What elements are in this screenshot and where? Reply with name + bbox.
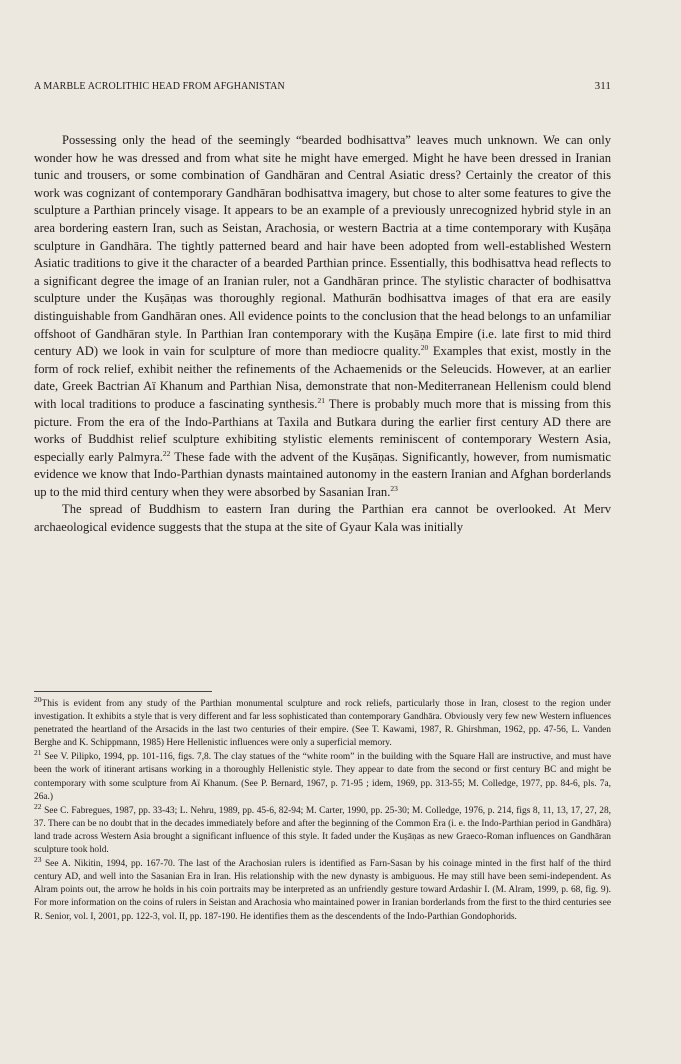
footnote-rule [34,691,212,692]
footnote-ref-22[interactable]: 22 [162,448,171,458]
page-number: 311 [594,80,611,92]
footnote-21 [34,748,611,803]
footnote-number: 22 [34,801,42,811]
footnote-number: 23 [34,855,42,864]
p1-text-a: Possessing only the head of the seemingly “bearded bodhisattva” leaves much unknown. We can only wonder how he was dressed and from what site he might have emerged. Might he have been dressed in Iranian tunic and trousers, or some combination of Gandhāran and Central Asiatic dress? Certainly the creator of this work was cognizant of contemporary Gandhāran bodhisattva imagery, but chose to alter some features to give the sculpture a Parthian princely visage. It appears to be an example of a previously unrecognized hybrid style in an area bordering eastern Iran, such as Seistan, Arachosia, or western Bactria at a time contemporary with Kuṣāṇa sculpture in Gandhāra. The tightly patterned beard and hair have been adopted from well-established Western Asiatic traditions to give it the character of a bearded Parthian prince. Essentially, this bodhisattva head reflects to a significant degree the image of an Iranian ruler, not a Gandhāran prince. The stylistic character of bodhisattva sculpture under the Kuṣāṇas was thoroughly regional. Mathurān bodhisattva images of that era are easily distinguishable from Gandhāran ones. All evidence points to the conclusion that the head belongs to an unfamiliar offshoot of Gandhāran style. In Parthian Iran contemporary with the Kuṣāṇa Empire (i.e. late first to mid third century AD) we look in vain for sculpture of more than mediocre quality. [34,133,611,359]
running-title: A MARBLE ACROLITHIC HEAD FROM AFGHANISTAN [34,81,285,92]
footnotes [34,694,612,925]
footnote-23 [34,855,611,923]
p1-text-c: There is probably much more that is missing from this picture. From the era of the Indo-Parthians at Taxila and Butkara during the earlier first century AD there are works of Buddhist relief sculpture exhibiting stylistic elements reminiscent of contemporary Western Asia, especially early Palmyra. [34,396,611,464]
footnote-text: See C. Fabregues, 1987, pp. 33-43; L. Nehru, 1989, pp. 45-6, 82-94; M. Carter, 1990, pp. 25-30; M. Colledge, 1976, p. 214, figs 8, 11, 13, 17, 27, 28, 37. There can be no doubt that in the decades immediately before and after the beginning of the Common Era (i. e. the Indo-Parthian period in Gandhāra) land trade across Western Asia brought a significant influence of this style. It faded under the Kuṣāṇas as new Graeco-Roman influences on Gandhāran sculpture took hold. [34,805,612,856]
p1-text-d: These fade with the advent of the Kuṣāṇas. Significantly, however, from numismatic evidence we know that Indo-Parthian dynasts maintained autonomy in the eastern Iranian and Afghan borderlands up to the mid third century when they were absorbed by Sasanian Iran. [34,449,612,499]
p2-text: The spread of Buddhism to eastern Iran during the Parthian era cannot be overlooked. At Merv archaeological evidence suggests that the stupa at the site of Gyaur Kala was initially [34,502,611,535]
footnote-20 [34,694,611,750]
footnote-ref-20[interactable]: 20 [420,342,429,352]
footnote-ref-21[interactable]: 21 [317,395,325,405]
footnote-text: See V. Pilipko, 1994, pp. 101-116, figs. 7,8. The clay statues of the “white room” in the building with the Square Hall are instructive, and must have been the work of itinerant artisans working in a thoroughly Hellenistic style. They appear to date from the second or first century BC and might be contemporary with some sculpture from Aï Khanum. (See P. Bernard, 1967, p. 71-95 ; idem, 1969, pp. 313-55; M. Colledge, 1977, pp. 84-6, pls. 7a, 26a.) [34,752,611,802]
footnote-number: 21 [34,748,42,758]
footnote-number: 20 [34,694,42,704]
footnote-text: See A. Nikitin, 1994, pp. 167-70. The last of the Arachosian rulers is identified as Farn-Sasan by his coinage minted in the first half of the third century AD, and well into the Sasanian Era in Iran. His relationship with the new dynasty is ambiguous. He may still have been semi-independent. As Alram points out, the arrow he holds in his coin portraits may be interpreted as an unfriendly gesture toward Ardashir I. (M. Alram, 1999, p. 68, fig. 9). For more information on the coins of rulers in Seistan and Arachosia who maintained power in Iranian borderlands from the first to the third centuries see R. Senior, vol. I, 2001, pp. 122-3, vol. II, pp. 187-190. He identifies them as the descendents of the Indo-Parthian Gondophorids. [34,859,611,922]
running-header [34,80,611,92]
paragraph-2 [34,501,611,536]
body-text [34,132,611,537]
footnote-22 [34,801,612,857]
footnote-text: This is evident from any study of the Parthian monumental sculpture and rock reliefs, particularly those in Iran, closest to the region under investigation. It exhibits a style that is very different and far less sophisticated than contemporary Gandhāra. Obviously very few new Western influences penetrated the heartland of the Arsacids in the last two centuries of their empire. (See T. Kawami, 1987, R. Ghirshman, 1962, pp. 47-56, L. Vanden Berghe and K. Schippmann, 1985) Here Hellenistic influences were only a superficial memory. [34,699,611,749]
paragraph-1 [34,132,611,501]
footnote-ref-23[interactable]: 23 [390,483,398,493]
p1-text-b: Examples that exist, mostly in the form of rock relief, exhibit neither the refinements of the Achaemenids or the Seleucids. However, at an earlier date, Greek Bactrian Aï Khanum and Parthian Nisa, demonstrate that non-Mediterranean Hellenism could blend with local traditions to produce a fascinating synthesis. [34,344,611,411]
